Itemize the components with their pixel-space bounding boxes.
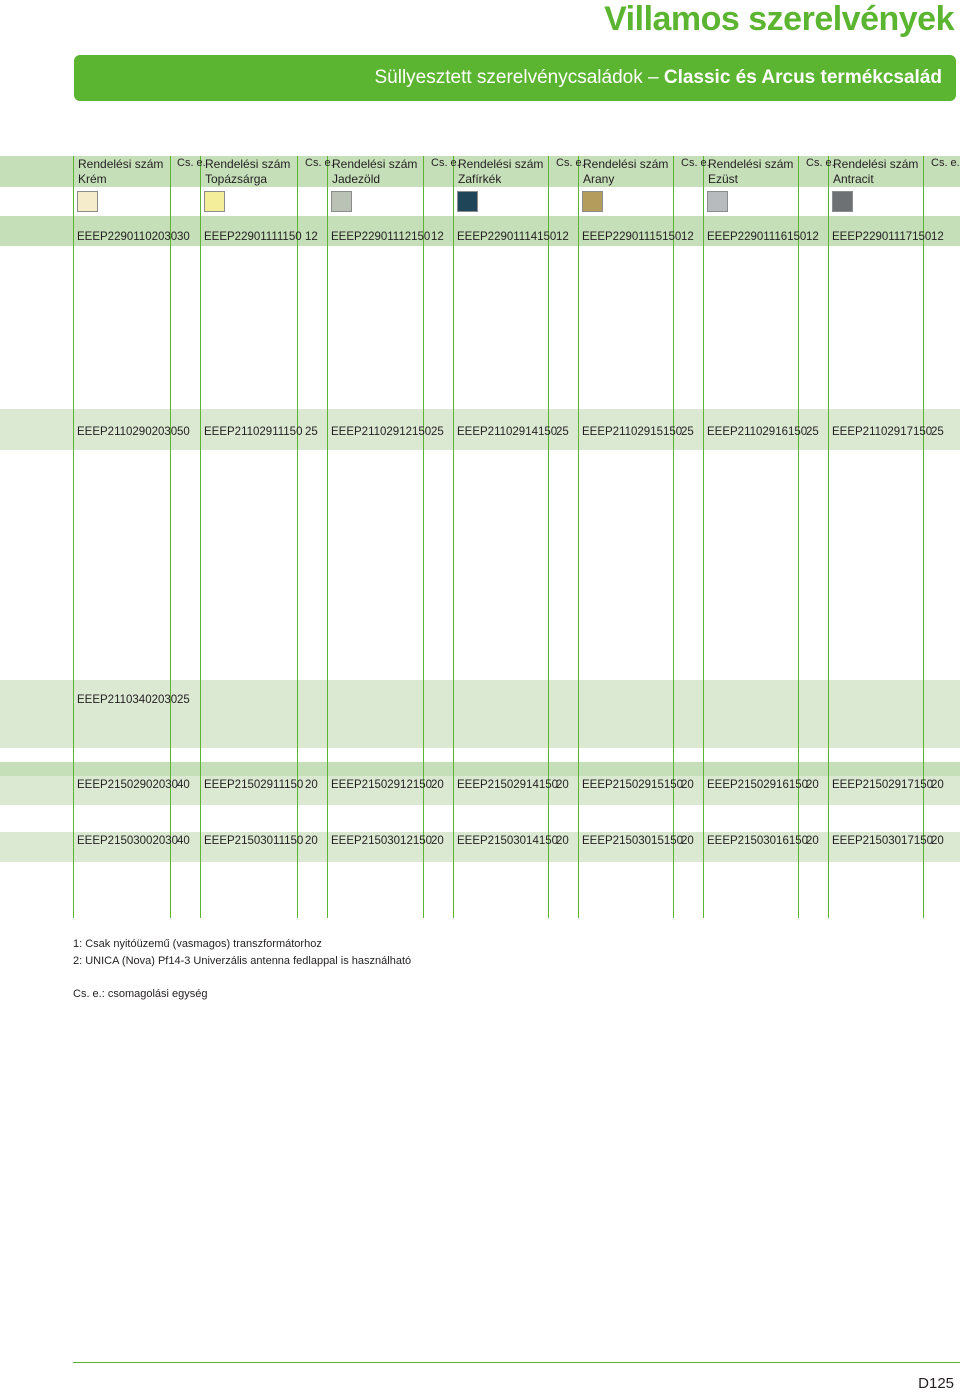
bottom-divider — [73, 1362, 960, 1363]
package-quantity: 12 — [305, 231, 318, 243]
package-quantity: 20 — [806, 835, 819, 847]
package-quantity: 25 — [556, 426, 569, 438]
package-quantity: 40 — [177, 835, 190, 847]
column-header — [458, 157, 543, 187]
order-number: EEEP22901114150 — [457, 231, 557, 243]
column-color-name: Jadezöld — [332, 172, 381, 186]
color-swatch — [707, 191, 728, 212]
package-quantity: 12 — [931, 231, 944, 243]
column-header-label: Rendelési szám — [583, 157, 669, 171]
banner-prefix: Süllyesztett szerelvénycsaládok – — [374, 67, 659, 88]
order-number: EEEP22901102030 — [77, 231, 178, 243]
order-number: EEEP22901117150 — [832, 231, 932, 243]
column-divider — [703, 156, 704, 918]
order-number: EEEP21102914150 — [457, 426, 558, 438]
package-quantity: 20 — [556, 835, 569, 847]
order-number: EEEP21502912150 — [331, 779, 433, 791]
column-color-name: Krém — [78, 172, 107, 186]
package-quantity: 40 — [177, 779, 190, 791]
footnote-abbreviation: Cs. e.: csomagolási egység — [73, 988, 208, 1000]
package-quantity: 50 — [177, 426, 190, 438]
order-number: EEEP21102916150 — [707, 426, 808, 438]
order-number: EEEP22901112150 — [331, 231, 431, 243]
column-divider — [828, 156, 829, 918]
order-number: EEEP21502902030 — [77, 779, 179, 791]
package-quantity: 25 — [681, 426, 694, 438]
order-number: EEEP21502915150 — [582, 779, 684, 791]
package-quantity: 25 — [177, 694, 190, 706]
row-band — [0, 409, 960, 421]
column-divider — [923, 156, 924, 918]
column-divider — [578, 156, 579, 918]
column-header-label: Rendelési szám — [205, 157, 291, 171]
column-divider — [798, 156, 799, 918]
column-header — [833, 157, 918, 187]
cs-header: Cs. e. — [806, 157, 835, 169]
order-number: EEEP21503012150 — [331, 835, 433, 847]
package-quantity: 25 — [806, 426, 819, 438]
package-quantity: 12 — [681, 231, 694, 243]
order-number: EEEP21503016150 — [707, 835, 809, 847]
package-quantity: 20 — [556, 779, 569, 791]
column-header — [205, 157, 290, 187]
column-header — [332, 157, 417, 187]
package-quantity: 30 — [177, 231, 190, 243]
page-number: D125 — [918, 1375, 954, 1392]
package-quantity: 12 — [431, 231, 444, 243]
color-swatch — [331, 191, 352, 212]
package-quantity: 20 — [931, 835, 944, 847]
column-header-label: Rendelési szám — [332, 157, 418, 171]
order-number: EEEP21503015150 — [582, 835, 684, 847]
package-quantity: 20 — [681, 779, 694, 791]
column-divider — [73, 156, 74, 918]
order-number: EEEP21102915150 — [582, 426, 683, 438]
order-number: EEEP21102917150 — [832, 426, 933, 438]
order-number: EEEP21502917150 — [832, 779, 934, 791]
package-quantity: 12 — [806, 231, 819, 243]
package-quantity: 25 — [431, 426, 444, 438]
order-number: EEEP21503014150 — [457, 835, 559, 847]
column-header-label: Rendelési szám — [458, 157, 544, 171]
column-color-name: Topázsárga — [205, 172, 268, 186]
order-number: EEEP21102902030 — [77, 426, 178, 438]
column-color-name: Antracit — [833, 172, 874, 186]
package-quantity: 20 — [931, 779, 944, 791]
column-header — [78, 157, 163, 187]
row-band — [0, 680, 960, 748]
row-band — [0, 246, 960, 409]
order-number: EEEP21503002030 — [77, 835, 179, 847]
order-number: EEEP21102911150 — [204, 426, 303, 438]
order-number: EEEP21502914150 — [457, 779, 559, 791]
column-divider — [327, 156, 328, 918]
cs-header: Cs. e. — [556, 157, 585, 169]
package-quantity: 20 — [305, 835, 318, 847]
column-color-name: Ezüst — [708, 172, 739, 186]
package-quantity: 20 — [681, 835, 694, 847]
column-color-name: Arany — [583, 172, 615, 186]
column-color-name: Zafírkék — [458, 172, 502, 186]
banner-text — [374, 67, 942, 89]
order-number: EEEP21502916150 — [707, 779, 809, 791]
package-quantity: 20 — [431, 835, 444, 847]
section-banner — [74, 55, 956, 101]
row-band — [0, 762, 960, 776]
column-divider — [170, 156, 171, 918]
order-number: EEEP22901111150 — [204, 231, 302, 243]
order-number: EEEP21503011150 — [204, 835, 304, 847]
column-header-label: Rendelési szám — [78, 157, 164, 171]
column-header-label: Rendelési szám — [833, 157, 919, 171]
column-divider — [297, 156, 298, 918]
column-divider — [423, 156, 424, 918]
order-number: EEEP22901116150 — [707, 231, 807, 243]
cs-header: Cs. e. — [177, 157, 206, 169]
column-header — [583, 157, 668, 187]
package-quantity: 20 — [806, 779, 819, 791]
color-swatch — [582, 191, 603, 212]
color-swatch — [77, 191, 98, 212]
column-header — [708, 157, 793, 187]
column-header-label: Rendelési szám — [708, 157, 794, 171]
order-number: EEEP22901115150 — [582, 231, 682, 243]
package-quantity: 20 — [305, 779, 318, 791]
cs-header: Cs. e. — [305, 157, 334, 169]
column-divider — [200, 156, 201, 918]
cs-header: Cs. e. — [431, 157, 460, 169]
page-title: Villamos szerelvények — [604, 0, 954, 38]
package-quantity: 25 — [305, 426, 318, 438]
banner-highlight: Classic és Arcus termékcsalád — [663, 67, 942, 88]
column-divider — [548, 156, 549, 918]
order-number: EEEP21103402030 — [77, 694, 178, 706]
order-number: EEEP21503017150 — [832, 835, 934, 847]
order-number: EEEP21102912150 — [331, 426, 432, 438]
footnote-1: 1: Csak nyitóüzemű (vasmagos) transzformátorhoz — [73, 938, 322, 950]
cs-header: Cs. e. — [931, 157, 960, 169]
package-quantity: 20 — [431, 779, 444, 791]
column-divider — [673, 156, 674, 918]
package-quantity: 12 — [556, 231, 569, 243]
order-number: EEEP21502911150 — [204, 779, 304, 791]
package-quantity: 25 — [931, 426, 944, 438]
footnote-2: 2: UNICA (Nova) Pf14-3 Univerzális antenna fedlappal is használható — [73, 955, 412, 967]
color-swatch — [204, 191, 225, 212]
color-swatch — [457, 191, 478, 212]
cs-header: Cs. e. — [681, 157, 710, 169]
column-divider — [453, 156, 454, 918]
color-swatch — [832, 191, 853, 212]
